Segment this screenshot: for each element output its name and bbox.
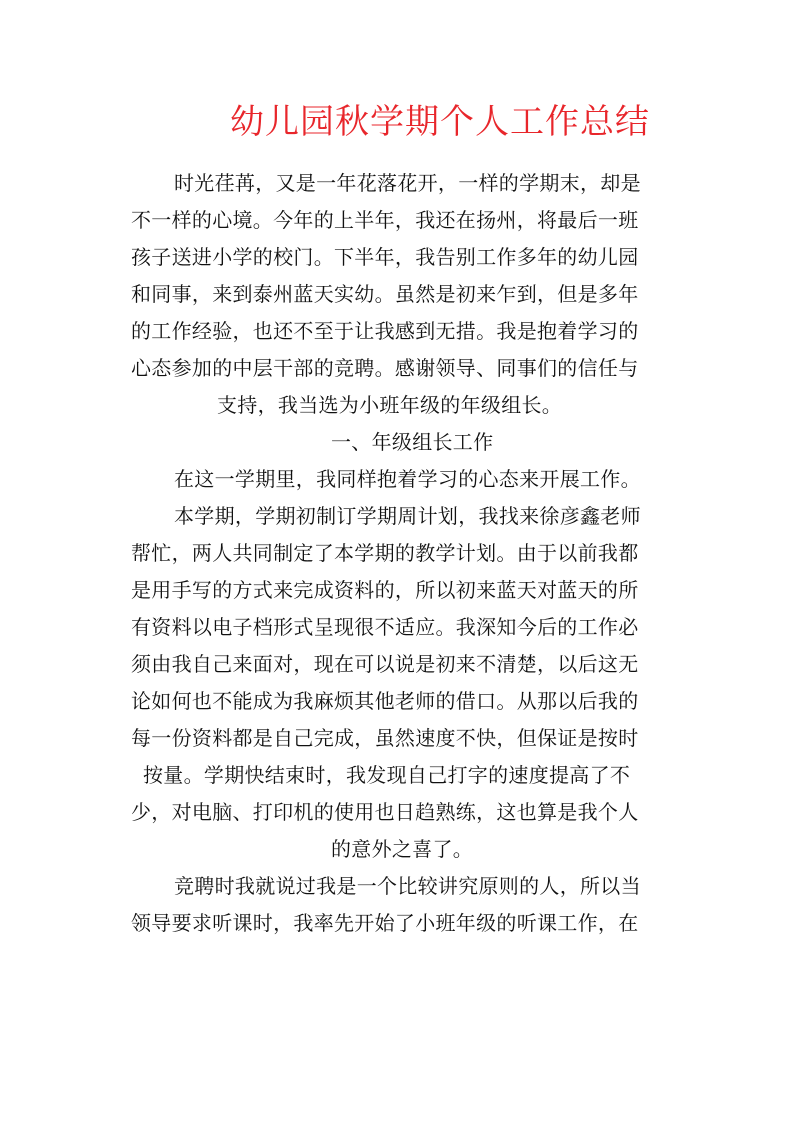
- paragraph-line: 心态参加的中层干部的竞聘。感谢领导、同事们的信任与: [131, 356, 639, 380]
- paragraph-line: 须由我自己来面对，现在可以说是初来不清楚，以后这无: [131, 652, 639, 676]
- paragraph-line: 时光荏苒，又是一年花落花开，一样的学期末，却是: [174, 171, 641, 195]
- paragraph-line: 有资料以电子档形式呈现很不适应。我深知今后的工作必: [131, 615, 639, 639]
- paragraph-line: 的意外之喜了。: [331, 837, 474, 861]
- paragraph-line: 的工作经验，也还不至于让我感到无措。我是抱着学习的: [131, 319, 639, 343]
- paragraph-line: 每一份资料都是自己完成，虽然速度不快，但保证是按时: [131, 726, 639, 750]
- paragraph-line: 少，对电脑、打印机的使用也日趋熟练，这也算是我个人: [131, 800, 639, 824]
- paragraph-line: 不一样的心境。今年的上半年，我还在扬州，将最后一班: [131, 208, 639, 232]
- document-title: 幼儿园秋学期个人工作总结: [230, 102, 650, 142]
- paragraph-line: 和同事，来到泰州蓝天实幼。虽然是初来乍到，但是多年: [131, 282, 639, 306]
- paragraph-line: 帮忙，两人共同制定了本学期的教学计划。由于以前我都: [131, 541, 639, 565]
- paragraph-line: 是用手写的方式来完成资料的，所以初来蓝天对蓝天的所: [131, 578, 639, 602]
- paragraph-line: 支持，我当选为小班年级的年级组长。: [217, 393, 563, 417]
- paragraph-line: 论如何也不能成为我麻烦其他老师的借口。从那以后我的: [131, 689, 639, 713]
- paragraph-line: 领导要求听课时，我率先开始了小班年级的听课工作，在: [131, 911, 639, 935]
- paragraph-line: 孩子送进小学的校门。下半年，我告别工作多年的幼儿园: [131, 245, 639, 269]
- paragraph-line: 本学期，学期初制订学期周计划，我找来徐彦鑫老师: [174, 504, 641, 528]
- paragraph-line: 竞聘时我就说过我是一个比较讲究原则的人，所以当: [174, 874, 641, 898]
- paragraph-line: 按量。学期快结束时，我发现自己打字的速度提高了不: [143, 763, 631, 787]
- section-heading: 一、年级组长工作: [331, 430, 494, 454]
- paragraph-line: 在这一学期里，我同样抱着学习的心态来开展工作。: [174, 467, 641, 491]
